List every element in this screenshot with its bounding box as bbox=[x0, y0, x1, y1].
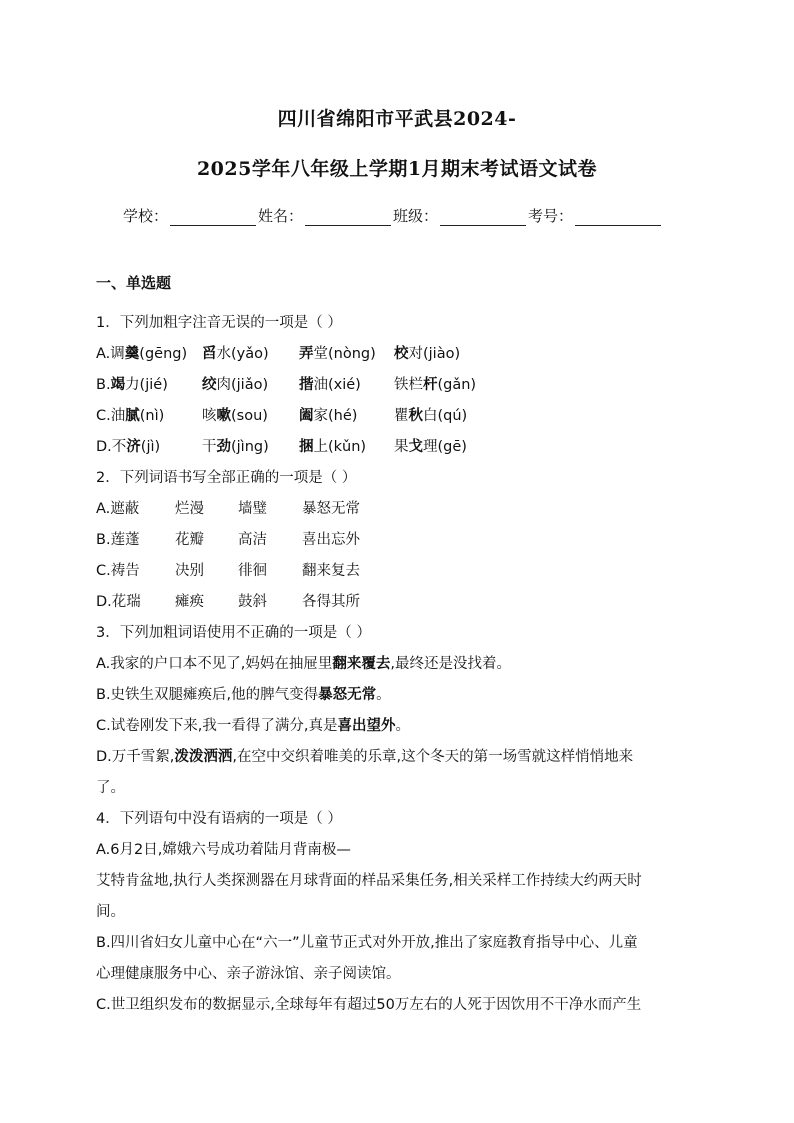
class-label: 班级： bbox=[393, 207, 439, 225]
student-info-row bbox=[123, 205, 663, 226]
question-2-stem: 2．下列词语书写全部正确的一项是（ ） bbox=[96, 470, 357, 486]
exam-title-line1: 四川省绵阳市平武县2024- bbox=[277, 108, 517, 130]
class-blank[interactable] bbox=[440, 209, 526, 226]
section-title: 一、单选题 bbox=[96, 274, 172, 292]
q1-d-item2: 干劲(jìng) bbox=[202, 439, 269, 455]
q3-option-a: A.我家的户口本不见了,妈妈在抽屉里翻来覆去,最终还是没找着。 bbox=[96, 656, 511, 672]
q1-b-item1: B.竭力(jié) bbox=[96, 377, 168, 393]
q1-a-item3: 弄堂(nòng) bbox=[299, 346, 376, 362]
q4-option-a-line2: 艾特肯盆地,执行人类探测器在月球背面的样品采集任务,相关采样工作持续大约两天时 bbox=[96, 873, 642, 889]
q1-b-item2: 绞肉(jiǎo) bbox=[202, 377, 269, 393]
q1-d-item1: D.不济(jì) bbox=[96, 439, 161, 455]
q2-b-word4: 喜出忘外 bbox=[302, 532, 360, 548]
q2-c-word3: 徘徊 bbox=[238, 563, 267, 579]
q1-a-item2: 舀水(yǎo) bbox=[202, 346, 269, 362]
q2-c-word1: C.祷告 bbox=[96, 563, 140, 579]
q2-a-word4: 暴怒无常 bbox=[302, 501, 360, 517]
q1-c-item1: C.油腻(nì) bbox=[96, 408, 165, 424]
school-blank[interactable] bbox=[170, 209, 256, 226]
name-label: 姓名： bbox=[258, 207, 304, 225]
q2-c-word2: 决别 bbox=[175, 563, 204, 579]
q1-option-d bbox=[96, 432, 696, 463]
q2-b-word3: 高洁 bbox=[238, 532, 267, 548]
q1-c-item4: 瞿秋白(qú) bbox=[394, 408, 468, 424]
q2-option-b bbox=[96, 525, 696, 556]
q3-option-b: B.史铁生双腿瘫痪后,他的脾气变得暴怒无常。 bbox=[96, 687, 391, 703]
q2-option-a bbox=[96, 494, 696, 525]
q2-d-word3: 鼓斜 bbox=[238, 594, 267, 610]
q3-option-d: D.万千雪絮,泼泼洒洒,在空中交织着唯美的乐章,这个冬天的第一场雪就这样悄悄地来 bbox=[96, 749, 634, 765]
q1-a-item4: 校对(jiào) bbox=[394, 346, 461, 362]
q3-option-c: C.试卷刚发下来,我一看得了满分,真是喜出望外。 bbox=[96, 718, 410, 734]
name-blank[interactable] bbox=[305, 209, 391, 226]
q2-a-word2: 烂漫 bbox=[175, 501, 204, 517]
q1-option-b bbox=[96, 370, 696, 401]
exam-title-line2: 2025学年八年级上学期1月期末考试语文试卷 bbox=[196, 158, 598, 180]
q2-d-word2: 瘫痪 bbox=[175, 594, 204, 610]
exam-number-blank[interactable] bbox=[575, 209, 661, 226]
q1-b-item3: 揩油(xié) bbox=[299, 377, 361, 393]
q2-b-word2: 花瓣 bbox=[175, 532, 204, 548]
q2-a-word1: A.遮蔽 bbox=[96, 501, 140, 517]
q4-option-a-line3: 间。 bbox=[96, 904, 125, 920]
q1-d-item4: 果戈理(gē) bbox=[394, 439, 467, 455]
q1-option-c bbox=[96, 401, 696, 432]
questions bbox=[96, 308, 696, 1021]
q2-option-d bbox=[96, 587, 696, 618]
question-4-stem: 4．下列语句中没有语病的一项是（ ） bbox=[96, 811, 342, 827]
q1-c-item3: 阖家(hé) bbox=[299, 408, 358, 424]
q2-d-word4: 各得其所 bbox=[302, 594, 360, 610]
school-label: 学校： bbox=[123, 207, 169, 225]
q2-option-c bbox=[96, 556, 696, 587]
q4-option-c-line1: C.世卫组织发布的数据显示,全球每年有超过50万左右的人死于因饮用不干净水而产生 bbox=[96, 997, 642, 1013]
q1-b-item4: 铁栏杆(gǎn) bbox=[394, 377, 477, 393]
q2-d-word1: D.花瑞 bbox=[96, 594, 141, 610]
q4-option-b-line2: 心理健康服务中心、亲子游泳馆、亲子阅读馆。 bbox=[96, 966, 401, 982]
q2-a-word3: 墙璧 bbox=[238, 501, 267, 517]
q1-option-a bbox=[96, 339, 696, 370]
q1-d-item3: 捆上(kǔn) bbox=[299, 439, 367, 455]
q2-c-word4: 翻来复去 bbox=[302, 563, 360, 579]
q4-option-b-line1: B.四川省妇女儿童中心在“六一”儿童节正式对外开放,推出了家庭教育指导中心、儿童 bbox=[96, 935, 638, 951]
q3-option-d-cont: 了。 bbox=[96, 780, 125, 796]
question-1-stem: 1．下列加粗字注音无误的一项是（ ） bbox=[96, 315, 342, 331]
question-3-stem: 3．下列加粗词语使用不正确的一项是（ ） bbox=[96, 625, 371, 641]
q4-option-a-line1: A.6月2日,嫦娥六号成功着陆月背南极— bbox=[96, 842, 351, 858]
q1-a-item1: A.调羹(gēng) bbox=[96, 346, 188, 362]
exam-number-label: 考号： bbox=[528, 207, 574, 225]
q2-b-word1: B.莲蓬 bbox=[96, 532, 140, 548]
q1-c-item2: 咳嗽(sou) bbox=[202, 408, 268, 424]
